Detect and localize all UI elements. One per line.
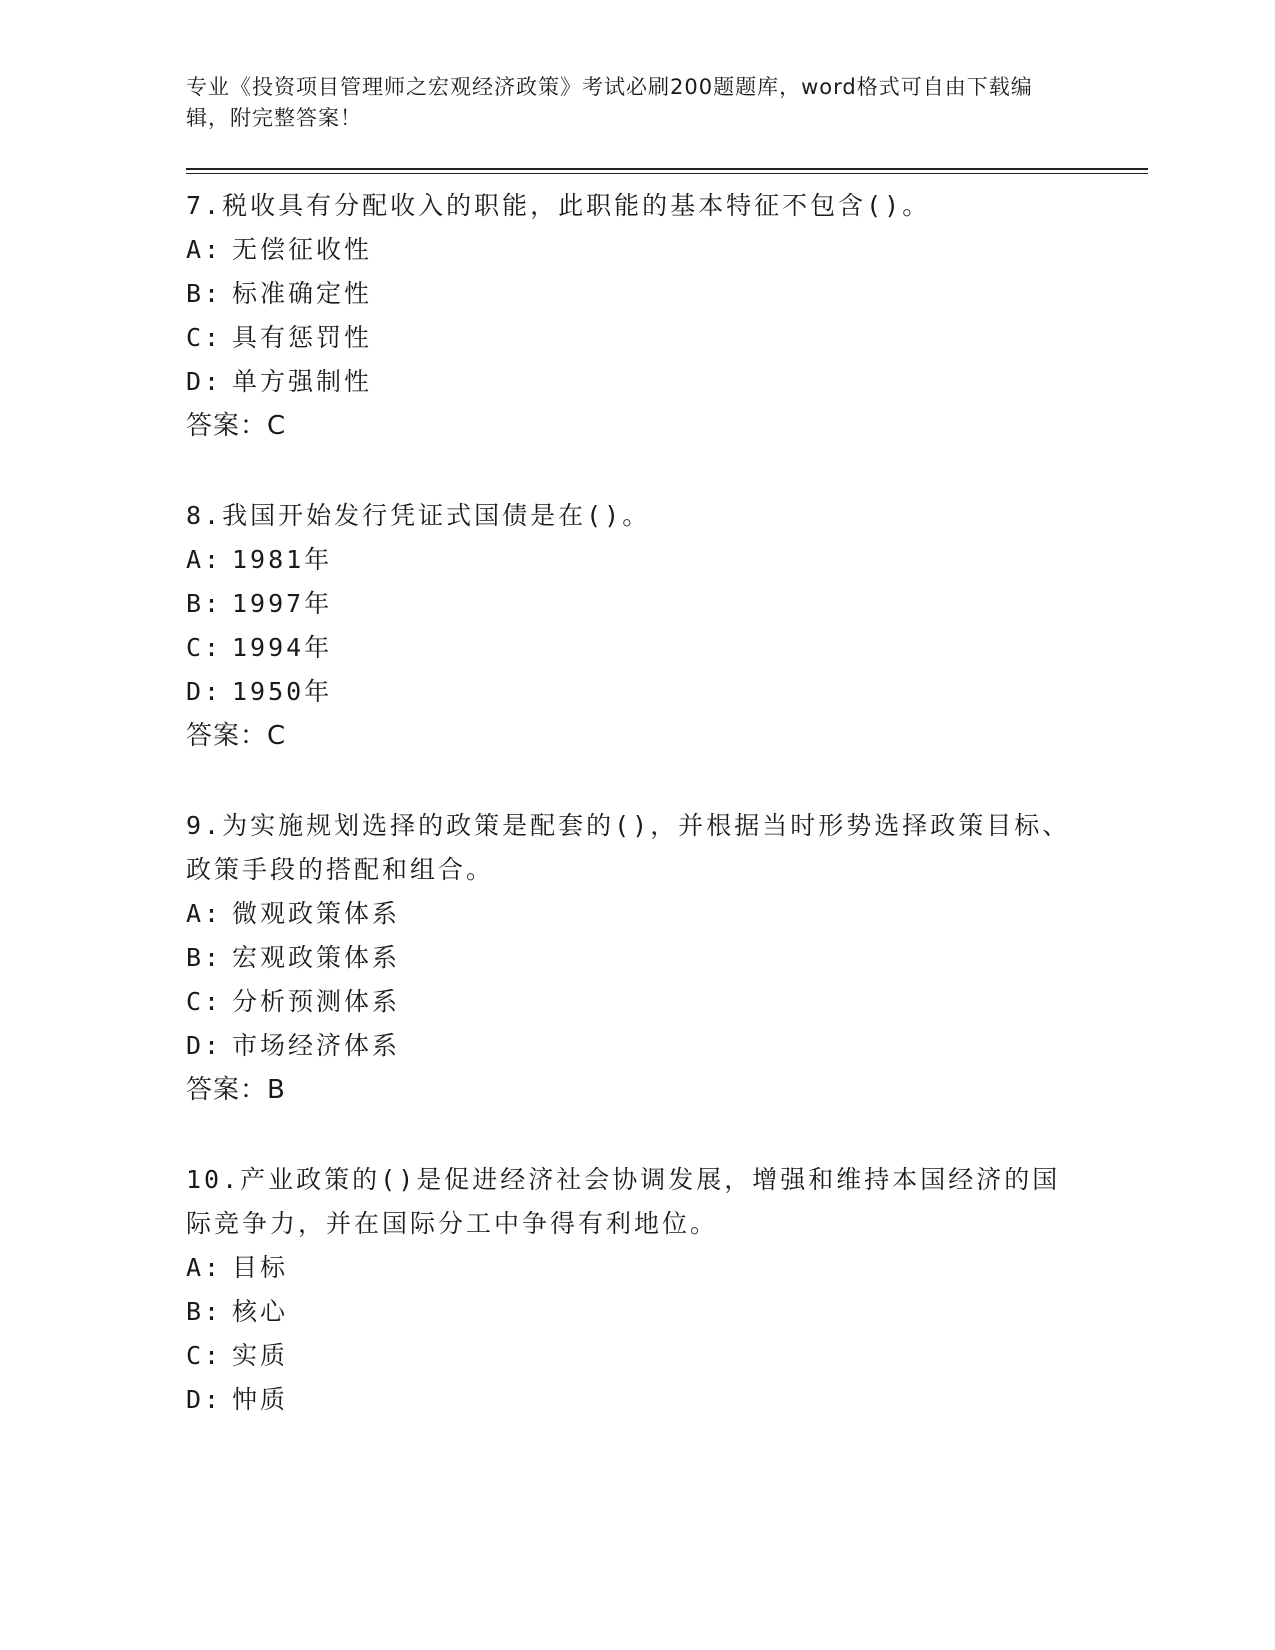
- question-10: [186, 1158, 1146, 1422]
- option-a: [186, 538, 1146, 582]
- option-text: 分析预测体系: [232, 987, 401, 1016]
- option-b: [186, 582, 1146, 626]
- option-letter: B:: [186, 1297, 223, 1326]
- question-8: [186, 494, 1146, 758]
- option-text: 1981年: [232, 545, 333, 574]
- option-letter: A:: [186, 545, 223, 574]
- option-letter: C:: [186, 1341, 223, 1370]
- option-text: 1950年: [232, 677, 333, 706]
- option-d: [186, 1024, 1146, 1068]
- option-b: [186, 272, 1146, 316]
- option-letter: B:: [186, 943, 223, 972]
- option-d: [186, 1378, 1146, 1422]
- option-a: [186, 1246, 1146, 1290]
- option-c: [186, 1334, 1146, 1378]
- option-letter: D:: [186, 367, 223, 396]
- option-letter: D:: [186, 1385, 223, 1414]
- option-text: 市场经济体系: [232, 1031, 401, 1060]
- option-a: [186, 892, 1146, 936]
- question-9: [186, 804, 1146, 1112]
- option-c: [186, 316, 1146, 360]
- option-d: [186, 670, 1146, 714]
- option-text: 忡质: [232, 1385, 289, 1414]
- answer-text: 答案：C: [186, 721, 287, 751]
- option-text: 实质: [232, 1341, 289, 1370]
- header-divider: [186, 168, 1148, 174]
- option-letter: C:: [186, 987, 223, 1016]
- option-letter: B:: [186, 589, 223, 618]
- option-c: [186, 980, 1146, 1024]
- option-letter: A:: [186, 235, 223, 264]
- answer-text: 答案：C: [186, 411, 287, 441]
- option-letter: A:: [186, 899, 223, 928]
- option-b: [186, 1290, 1146, 1334]
- question-7: [186, 184, 1146, 448]
- option-b: [186, 936, 1146, 980]
- option-text: 标准确定性: [232, 279, 373, 308]
- option-text: 无偿征收性: [232, 235, 373, 264]
- document-header: 专业《投资项目管理师之宏观经济政策》考试必刷200题题库，word格式可自由下载编辑，附完整答案！: [186, 75, 1033, 130]
- question-text: 8.我国开始发行凭证式国债是在()。: [186, 501, 651, 530]
- question-text: 9.为实施规划选择的政策是配套的()，并根据当时形势选择政策目标、政策手段的搭配和组合。: [186, 811, 1071, 884]
- option-text: 微观政策体系: [232, 899, 401, 928]
- option-a: [186, 228, 1146, 272]
- option-c: [186, 626, 1146, 670]
- option-letter: C:: [186, 323, 223, 352]
- option-text: 单方强制性: [232, 367, 373, 396]
- option-text: 1997年: [232, 589, 333, 618]
- option-text: 1994年: [232, 633, 333, 662]
- option-letter: D:: [186, 1031, 223, 1060]
- option-letter: A:: [186, 1253, 223, 1282]
- answer-text: 答案：B: [186, 1075, 286, 1105]
- option-text: 目标: [232, 1253, 289, 1282]
- option-text: 宏观政策体系: [232, 943, 401, 972]
- option-letter: D:: [186, 677, 223, 706]
- option-text: 核心: [232, 1297, 289, 1326]
- option-d: [186, 360, 1146, 404]
- question-text: 10.产业政策的()是促进经济社会协调发展，增强和维持本国经济的国际竞争力，并在国际分工中争得有利地位。: [186, 1165, 1061, 1238]
- option-letter: C:: [186, 633, 223, 662]
- question-text: 7.税收具有分配收入的职能，此职能的基本特征不包含()。: [186, 191, 931, 220]
- option-letter: B:: [186, 279, 223, 308]
- document-page: [186, 72, 1146, 1422]
- option-text: 具有惩罚性: [232, 323, 373, 352]
